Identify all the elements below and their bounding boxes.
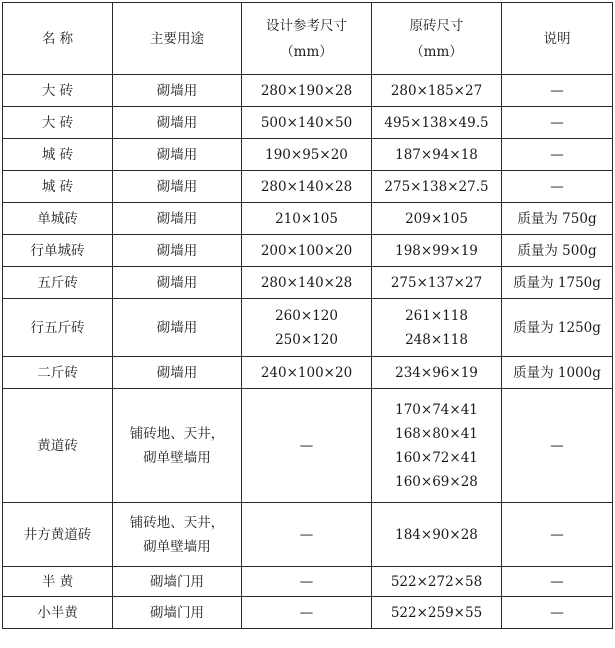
cell-original-size-text: 248×118: [405, 331, 468, 348]
cell-note: [502, 357, 613, 389]
table-row: [3, 107, 613, 139]
cell-design-size-text: 190×95×20: [265, 146, 348, 163]
header-design-size: [242, 3, 372, 75]
cell-name: [3, 503, 113, 567]
cell-note-text: 质量为 1750g: [513, 274, 601, 291]
cell-note: [502, 107, 613, 139]
cell-original-size: [372, 107, 502, 139]
cell-design-size-text: 210×105: [275, 210, 338, 227]
cell-design-size: [242, 203, 372, 235]
cell-usage: [113, 235, 242, 267]
cell-name-text: 五斤砖: [37, 274, 78, 291]
table-row: [3, 203, 613, 235]
cell-note: [502, 203, 613, 235]
cell-name-text: 行五斤砖: [30, 319, 85, 336]
table-row: [3, 357, 613, 389]
cell-note-text: —: [550, 526, 564, 543]
cell-note: [502, 235, 613, 267]
cell-original-size: [372, 139, 502, 171]
cell-original-size-text: 184×90×28: [395, 526, 478, 543]
cell-name-text: 城 砖: [41, 178, 74, 195]
cell-original-size: [372, 267, 502, 299]
header-usage-label: 主要用途: [150, 30, 204, 47]
cell-usage-text: 砌墙用: [156, 319, 198, 336]
cell-note-text: 质量为 750g: [517, 210, 597, 227]
cell-note: [502, 267, 613, 299]
cell-design-size: [242, 235, 372, 267]
header-note: [502, 3, 613, 75]
header-design-size-label: 设计参考尺寸: [266, 17, 347, 34]
cell-name: [3, 357, 113, 389]
cell-name-text: 城 砖: [41, 146, 74, 163]
cell-design-size-text: 260×120: [275, 307, 338, 324]
cell-original-size-text: 168×80×41: [395, 425, 478, 442]
cell-original-size-text: 160×69×28: [395, 473, 478, 490]
cell-design-size-text: 250×120: [275, 331, 338, 348]
cell-name-text: 大 砖: [41, 82, 74, 99]
cell-original-size-text: 209×105: [405, 210, 468, 227]
cell-note: [502, 389, 613, 503]
table-row: [3, 503, 613, 567]
table-row: [3, 171, 613, 203]
cell-usage-text: 砌墙用: [156, 146, 198, 163]
cell-note-text: —: [550, 146, 564, 163]
cell-original-size-text: 495×138×49.5: [384, 114, 489, 131]
cell-note: [502, 75, 613, 107]
cell-usage: [113, 139, 242, 171]
header-original-size-unit: （mm）: [410, 43, 463, 60]
cell-usage-text: 砌墙用: [156, 364, 198, 381]
cell-design-size: [242, 597, 372, 629]
cell-note-text: 质量为 1250g: [513, 319, 601, 336]
cell-note: [502, 171, 613, 203]
cell-usage: [113, 597, 242, 629]
cell-design-size-text: —: [299, 526, 314, 543]
cell-note-text: 质量为 500g: [517, 242, 597, 259]
cell-name: [3, 389, 113, 503]
table-row: [3, 389, 613, 503]
header-name: [3, 3, 113, 75]
cell-original-size: [372, 299, 502, 357]
cell-original-size-text: 198×99×19: [395, 242, 478, 259]
cell-name: [3, 203, 113, 235]
cell-note-text: —: [550, 573, 564, 590]
cell-original-size: [372, 503, 502, 567]
cell-design-size: [242, 107, 372, 139]
cell-design-size: [242, 389, 372, 503]
cell-name: [3, 597, 113, 629]
cell-name: [3, 171, 113, 203]
cell-original-size-text: 280×185×27: [390, 82, 483, 99]
cell-original-size-text: 160×72×41: [395, 449, 478, 466]
cell-note: [502, 503, 613, 567]
cell-usage-text: 砌墙门用: [150, 573, 204, 590]
cell-usage: [113, 203, 242, 235]
cell-usage-text: 铺砖地、天井，: [129, 425, 225, 442]
cell-design-size: [242, 299, 372, 357]
cell-usage: [113, 107, 242, 139]
cell-design-size: [242, 567, 372, 597]
cell-usage-text: 砌墙用: [156, 242, 198, 259]
table-row: [3, 139, 613, 171]
cell-design-size-text: 280×140×28: [260, 178, 353, 195]
cell-name: [3, 299, 113, 357]
cell-usage-text: 砌单壁墙用: [143, 538, 211, 555]
cell-usage-text: 砌单壁墙用: [143, 449, 211, 466]
cell-usage: [113, 389, 242, 503]
cell-name: [3, 267, 113, 299]
header-row: [3, 3, 613, 75]
cell-design-size: [242, 503, 372, 567]
cell-note: [502, 597, 613, 629]
cell-original-size-text: 170×74×41: [395, 401, 478, 418]
cell-original-size-text: 522×272×58: [390, 573, 483, 590]
cell-design-size-text: 200×100×20: [260, 242, 353, 259]
table-row: [3, 597, 613, 629]
cell-name-text: 行单城砖: [30, 242, 85, 259]
table-body: [3, 75, 613, 629]
cell-original-size: [372, 597, 502, 629]
cell-design-size: [242, 357, 372, 389]
cell-usage: [113, 357, 242, 389]
cell-note-text: —: [550, 178, 564, 195]
cell-original-size-text: 275×138×27.5: [384, 178, 489, 195]
cell-design-size-text: 280×140×28: [260, 274, 353, 291]
cell-original-size-text: 275×137×27: [390, 274, 483, 291]
cell-design-size-text: —: [299, 573, 314, 590]
cell-original-size: [372, 567, 502, 597]
cell-note: [502, 139, 613, 171]
cell-usage-text: 砌墙用: [156, 274, 198, 291]
cell-design-size-text: 280×190×28: [260, 82, 353, 99]
cell-original-size: [372, 75, 502, 107]
header-note-label: 说明: [543, 30, 571, 47]
cell-usage: [113, 503, 242, 567]
cell-original-size: [372, 203, 502, 235]
cell-usage-text: 砌墙用: [156, 114, 198, 131]
cell-note-text: 质量为 1000g: [513, 364, 601, 381]
table-row: [3, 235, 613, 267]
cell-design-size-text: 240×100×20: [260, 364, 353, 381]
cell-name: [3, 139, 113, 171]
header-usage: [113, 3, 242, 75]
cell-name-text: 二斤砖: [37, 364, 78, 381]
header-original-size: [372, 3, 502, 75]
cell-design-size: [242, 75, 372, 107]
cell-usage-text: 砌墙用: [156, 82, 198, 99]
table-row: [3, 567, 613, 597]
cell-note-text: —: [550, 114, 564, 131]
cell-original-size-text: 234×96×19: [395, 364, 478, 381]
table-row: [3, 267, 613, 299]
cell-note-text: —: [550, 82, 564, 99]
cell-name: [3, 567, 113, 597]
cell-usage: [113, 267, 242, 299]
cell-name: [3, 75, 113, 107]
cell-design-size-text: —: [299, 437, 314, 454]
cell-original-size: [372, 389, 502, 503]
table-row: [3, 299, 613, 357]
cell-usage: [113, 75, 242, 107]
cell-name-text: 单城砖: [37, 210, 78, 227]
cell-name-text: 半 黄: [41, 573, 74, 590]
cell-original-size: [372, 357, 502, 389]
cell-name: [3, 235, 113, 267]
cell-name-text: 大 砖: [41, 114, 74, 131]
cell-note: [502, 299, 613, 357]
cell-usage: [113, 171, 242, 203]
cell-name-text: 小半黄: [37, 604, 78, 621]
cell-name-text: 井方黄道砖: [23, 526, 92, 543]
cell-usage-text: 铺砖地、天井，: [129, 514, 225, 531]
cell-design-size: [242, 267, 372, 299]
cell-original-size: [372, 235, 502, 267]
cell-note-text: —: [550, 437, 564, 454]
header-name-label: 名 称: [41, 30, 74, 47]
cell-original-size: [372, 171, 502, 203]
table-row: [3, 75, 613, 107]
cell-usage: [113, 299, 242, 357]
cell-design-size-text: —: [299, 604, 314, 621]
cell-original-size-text: 261×118: [405, 307, 468, 324]
cell-original-size-text: 522×259×55: [390, 604, 483, 621]
cell-usage-text: 砌墙用: [156, 178, 198, 195]
cell-name-text: 黄道砖: [37, 437, 78, 454]
cell-name: [3, 107, 113, 139]
cell-usage: [113, 567, 242, 597]
cell-usage-text: 砌墙门用: [150, 604, 204, 621]
brick-size-table: [2, 2, 613, 629]
cell-design-size: [242, 171, 372, 203]
cell-design-size: [242, 139, 372, 171]
cell-original-size-text: 187×94×18: [395, 146, 478, 163]
cell-note-text: —: [550, 604, 564, 621]
cell-design-size-text: 500×140×50: [260, 114, 353, 131]
cell-usage-text: 砌墙用: [156, 210, 198, 227]
header-original-size-label: 原砖尺寸: [409, 17, 464, 34]
header-design-size-unit: （mm）: [280, 43, 333, 60]
cell-note: [502, 567, 613, 597]
